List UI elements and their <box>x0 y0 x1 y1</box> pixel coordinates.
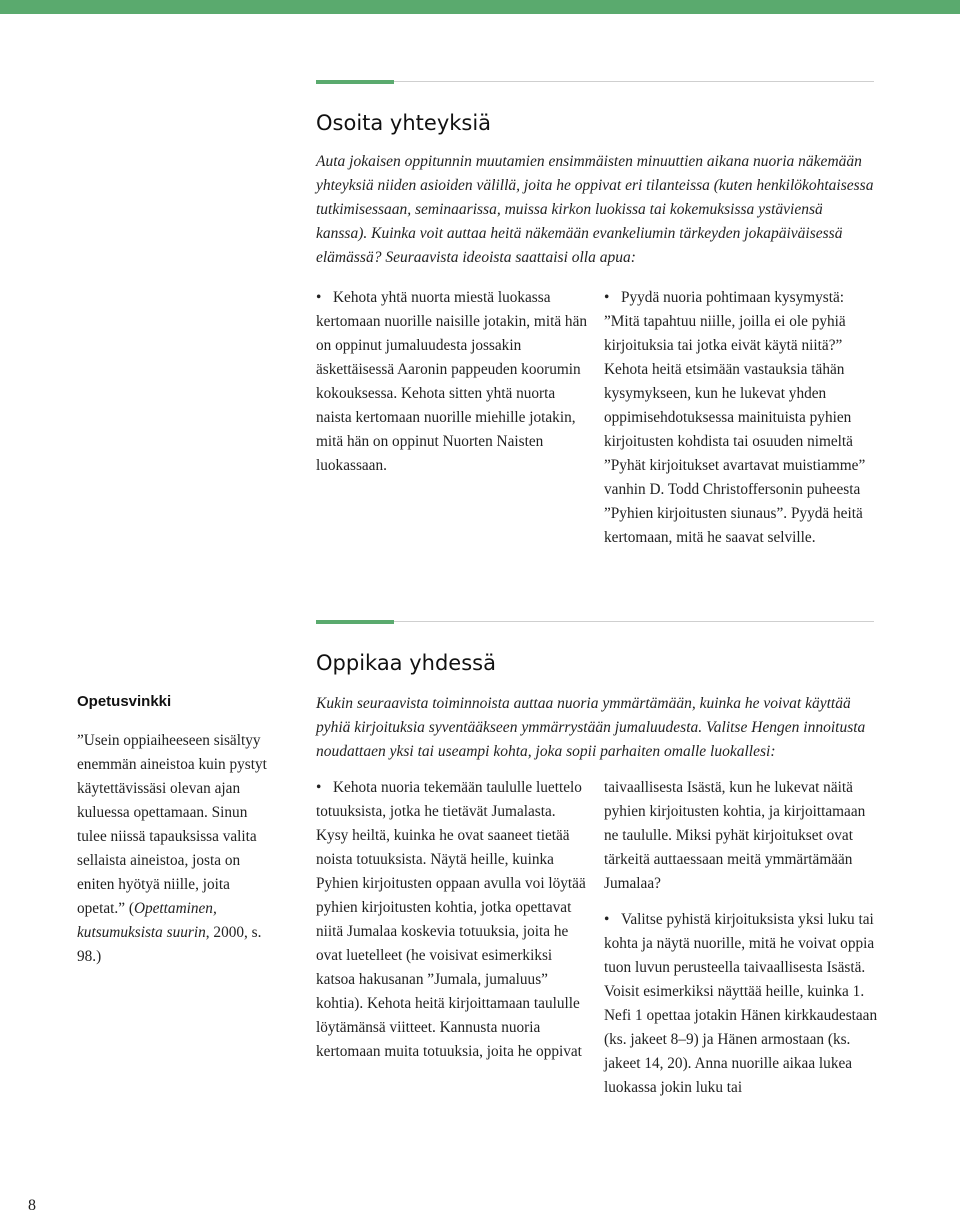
bullet-text: Kehota yhtä nuorta miestä luokassa kertomaan nuorille naisille jotakin, mitä hän on oppinut jumaluudesta jossakin äskettäisessä Aaronin pappeuden koorumin kokouksessa. Kehota sitten yhtä nuorta naista kertomaan nuorille miehille jotakin, mitä hän on oppinut Nuorten Naisten luokassaan. <box>316 289 588 474</box>
continued-paragraph: taivaallisesta Isästä, kun he lukevat näitä pyhien kirjoitusten kohtia, ja kirjoittamaan ne taululle. Miksi pyhät kirjoitukset ovat tärkeitä auttaessaan meitä ymmärtämään Jumalaa? <box>604 779 866 892</box>
citation-title: Opettaminen, kutsumuksista suurin <box>77 900 217 941</box>
citation-open: ( <box>128 900 134 917</box>
section-intro: Kukin seuraavista toiminnoista auttaa nuoria ymmärtämään, kuinka he voivat käyttää pyhiä kirjoituksia syventääkseen ymmärrystään jumaluudesta. Valitse Hengen innoitusta noudattaen yksi tai useampi kohta, joka sopii parhaiten omalle luokallesi: <box>316 695 866 760</box>
sidebar-quote: ”Usein oppiaiheeseen sisältyy enemmän aineistoa kuin pystyt käytettävissäsi olevan ajan kuluessa opettamaan. Sinun tulee niissä tapauksissa valita sellaista aineistoa, josta on eniten hyötyä niille, joita opetat.” <box>77 732 267 917</box>
section-heading: Oppikaa yhdessä <box>316 651 496 675</box>
bullet-item <box>316 776 590 1064</box>
bullet-item <box>604 908 878 1100</box>
bullet-item <box>604 286 878 550</box>
section-heading: Osoita yhteyksiä <box>316 111 492 135</box>
right-column <box>604 776 878 1100</box>
top-accent-band <box>0 0 960 14</box>
citation-rest: , 2000, s. 98.) <box>77 924 262 965</box>
bullet-marker: • <box>316 779 322 796</box>
bullet-marker: • <box>316 289 322 306</box>
section-rule <box>316 80 874 84</box>
section-rule <box>316 620 874 624</box>
sidebar-body <box>77 729 277 969</box>
bullet-item <box>316 286 590 478</box>
bullet-text: Kehota nuoria tekemään taululle luettelo totuuksista, jotka he tietävät Jumalasta. Kysy heiltä, kuinka he ovat saaneet tietää noista totuuksista. Näytä heille, kuinka Pyhien kirjoitusten oppaan avulla voi löytää pyhien kirjoitusten kohtia, jotka opettavat niitä Jumalaa koskevia totuuksia, joita he ovat luetelleet (he voisivat esimerkiksi katsoa hakusanan ”Jumala, jumaluus” kohtia). Kehota heitä kirjoittamaan taululle löytämänsä viitteet. Kannusta nuoria kertomaan muita totuuksia, joita he oppivat <box>316 779 586 1060</box>
section-intro: Auta jokaisen oppitunnin muutamien ensimmäisten minuuttien aikana nuoria näkemään yhteyksiä niiden asioiden välillä, joita he oppivat eri tilanteissa (kuten henkilökohtaisessa tutkimisessaan, seminaarissa, muissa kirkon luokissa tai kokemuksissa ystäviensä kanssa). Kuinka voit auttaa heitä näkemään evankeliumin tärkeyden jokapäiväisessä elämässä? Seuraavista ideoista saattaisi olla apua: <box>316 153 874 266</box>
bullet-text: Valitse pyhistä kirjoituksista yksi luku tai kohta ja näytä nuorille, mitä he voivat oppia tuon luvun perusteella taivaallisesta Isästä. Voisit esimerkiksi näyttää heille, kuinka 1. Nefi 1 opettaa jotakin Hänen kirkkaudestaan (ks. jakeet 8–9) ja Hänen armostaan (ks. jakeet 14, 20). Anna nuorille aikaa lukea luokassa jokin luku tai <box>604 911 878 1096</box>
sidebar-title: Opetusvinkki <box>77 693 172 710</box>
bullet-marker: • <box>604 911 610 928</box>
page-number: 8 <box>28 1197 36 1214</box>
bullet-marker: • <box>604 289 610 306</box>
bullet-text: Pyydä nuoria pohtimaan kysymystä: ”Mitä tapahtuu niille, joilla ei ole pyhiä kirjoituksia tai jotka eivät käytä niitä?” Kehota heitä etsimään vastauksia tähän kysymykseen, kun he lukevat yhden oppimisehdotuksessa mainituista pyhien kirjoitusten kohdista tai osuuden nimeltä ”Pyhät kirjoitukset avartavat muistiamme” vanhin D. Todd Christoffersonin puheesta ”Pyhien kirjoitusten siunaus”. Pyydä heitä kertomaan, mitä he saavat selville. <box>604 289 866 546</box>
